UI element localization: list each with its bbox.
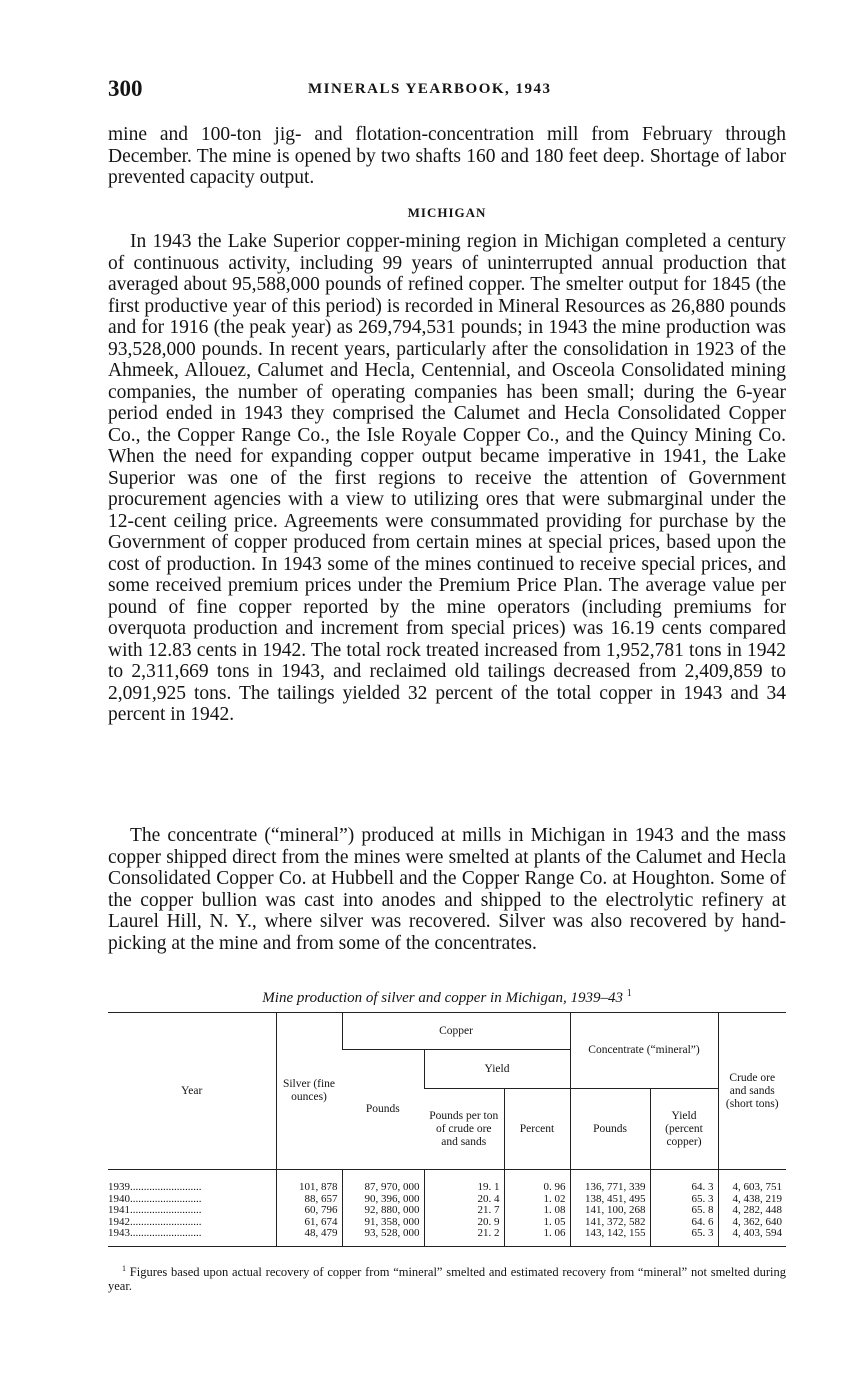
paragraph-smelting: The concentrate (“mineral”) produced at mills in Michigan in 1943 and the mass copper shipped direct from the mines were smelted at plants of the Calumet and Hecla Consolidated Copper Co. at Hubbell and the Copper Range Co. at Houghton. Some of the copper bullion was cast into anodes and shipped to the electrolytic refinery at Laurel Hill, N. Y., where silver was recovered. Silver was also recovered by hand-picking at the mine and from some of the concentrates.: [108, 825, 786, 954]
table-footnote: [108, 1262, 786, 1293]
cell-yield-percent: 1. 02: [504, 1194, 570, 1206]
cell-yield-pounds: 21. 7: [424, 1205, 504, 1217]
cell-concentrate-yield: 65. 3: [650, 1228, 718, 1246]
cell-copper-pounds: 93, 528, 000: [342, 1228, 424, 1246]
cell-concentrate-pounds: 143, 142, 155: [570, 1228, 650, 1246]
header-copper: Copper: [342, 1013, 570, 1050]
cell-concentrate-pounds: 138, 451, 495: [570, 1194, 650, 1206]
production-table: [108, 1012, 786, 1247]
header-yield-pounds: Pounds per ton of crude ore and sands: [424, 1089, 504, 1170]
footnote-mark: 1: [122, 1264, 126, 1273]
cell-yield-pounds: 20. 9: [424, 1217, 504, 1229]
cell-yield-pounds: 20. 4: [424, 1194, 504, 1206]
paragraph-history: In 1943 the Lake Superior copper-mining region in Michigan completed a century of continuous activity, including 99 years of uninterrupted annual production that averaged about 95,588,000 pounds of refined copper. The smelter output for 1845 (the first productive year of this period) is recorded in Mineral Resources as 26,880 pounds and for 1916 (the peak year) as 269,794,531 pounds; in 1943 the mine production was 93,528,000 pounds. In recent years, particularly after the consolidation in 1923 of the Ahmeek, Allouez, Calumet and Hecla, Centennial, and Osceola Consolidated mining companies, the number of operating companies has been small; during the 6-year period ended in 1943 they comprised the Calumet and Hecla Consolidated Copper Co., the Copper Range Co., the Isle Royale Copper Co., and the Quincy Mining Co. When the need for expanding copper output became imperative in 1941, the Lake Superior was one of the first regions to receive the attention of Government procurement agencies with a view to utilizing ores that were submarginal under the 12-cent ceiling price. Agreements were consummated providing for purchase by the Government of copper produced from certain mines at special prices, based upon the cost of production. In 1943 some of the mines continued to receive special prices, and some received premium prices under the Premium Price Plan. The average value per pound of fine copper reported by the mine operators (including premiums for overquota production and increment from special prices) was 16.19 cents compared with 12.83 cents in 1942. The total rock treated increased from 1,952,781 tons in 1942 to 2,311,669 tons in 1943, and reclaimed old tailings decreased from 2,409,859 to 2,091,925 tons. The tailings yielded 32 percent of the total copper in 1943 and 34 percent in 1942.: [108, 231, 786, 725]
header-concentrate-yield: Yield (percent copper): [650, 1089, 718, 1170]
cell-yield-percent: 0. 96: [504, 1170, 570, 1194]
cell-crude-ore: 4, 603, 751: [718, 1170, 786, 1194]
table-row: [108, 1205, 786, 1217]
cell-crude-ore: 4, 362, 640: [718, 1217, 786, 1229]
cell-silver: 101, 878: [276, 1170, 342, 1194]
cell-silver: 88, 657: [276, 1194, 342, 1206]
header-concentrate: Concentrate (“mineral”): [570, 1013, 718, 1089]
header-yield-percent: Percent: [504, 1089, 570, 1170]
cell-year: 1943..........................: [108, 1228, 276, 1246]
cell-copper-pounds: 92, 880, 000: [342, 1205, 424, 1217]
header-year: Year: [108, 1013, 276, 1170]
cell-copper-pounds: 87, 970, 000: [342, 1170, 424, 1194]
intro-paragraph: mine and 100-ton jig- and flotation-concentration mill from February through December. The mine is opened by two shafts 160 and 180 feet deep. Shortage of labor prevented capacity output.: [108, 124, 786, 188]
footnote-text: Figures based upon actual recovery of copper from “mineral” smelted and estimated recovery from “mineral” not smelted during year.: [108, 1265, 787, 1294]
cell-concentrate-yield: 64. 3: [650, 1170, 718, 1194]
cell-concentrate-pounds: 136, 771, 339: [570, 1170, 650, 1194]
cell-crude-ore: 4, 403, 594: [718, 1228, 786, 1246]
table-row: [108, 1194, 786, 1206]
header-crude-ore: Crude ore and sands (short tons): [718, 1013, 786, 1170]
cell-concentrate-yield: 65. 8: [650, 1205, 718, 1217]
cell-copper-pounds: 91, 358, 000: [342, 1217, 424, 1229]
cell-yield-percent: 1. 05: [504, 1217, 570, 1229]
caption-footnote-mark: 1: [626, 988, 632, 999]
cell-year: 1942..........................: [108, 1215, 202, 1228]
table-row: [108, 1228, 786, 1246]
cell-yield-pounds: 19. 1: [424, 1170, 504, 1194]
table-caption-text: Mine production of silver and copper in Michigan, 1939–43: [262, 990, 623, 1006]
table-row: [108, 1217, 786, 1229]
cell-concentrate-pounds: 141, 100, 268: [570, 1205, 650, 1217]
section-heading: MICHIGAN: [407, 205, 487, 220]
cell-silver: 48, 479: [276, 1228, 342, 1246]
cell-yield-percent: 1. 06: [504, 1228, 570, 1246]
cell-yield-pounds: 21. 2: [424, 1228, 504, 1246]
header-copper-pounds: Pounds: [342, 1050, 424, 1170]
cell-crude-ore: 4, 438, 219: [718, 1194, 786, 1206]
header-concentrate-pounds: Pounds: [570, 1089, 650, 1170]
header-silver: Silver (fine ounces): [276, 1013, 342, 1170]
cell-yield-percent: 1. 08: [504, 1205, 570, 1217]
page-number: 300: [108, 76, 143, 101]
table-row: [108, 1170, 786, 1194]
cell-year: 1940..........................: [108, 1192, 202, 1205]
cell-copper-pounds: 90, 396, 000: [342, 1194, 424, 1206]
running-title: MINERALS YEARBOOK, 1943: [308, 81, 552, 97]
cell-year: 1939..........................: [108, 1181, 202, 1193]
table-caption: [108, 988, 786, 1007]
cell-year: 1941..........................: [108, 1204, 202, 1217]
cell-concentrate-yield: 64. 6: [650, 1217, 718, 1229]
cell-crude-ore: 4, 282, 448: [718, 1205, 786, 1217]
cell-concentrate-pounds: 141, 372, 582: [570, 1217, 650, 1229]
cell-silver: 60, 796: [276, 1205, 342, 1217]
cell-silver: 61, 674: [276, 1217, 342, 1229]
running-head: [108, 76, 784, 104]
cell-concentrate-yield: 65. 3: [650, 1194, 718, 1206]
header-yield: Yield: [424, 1050, 570, 1089]
